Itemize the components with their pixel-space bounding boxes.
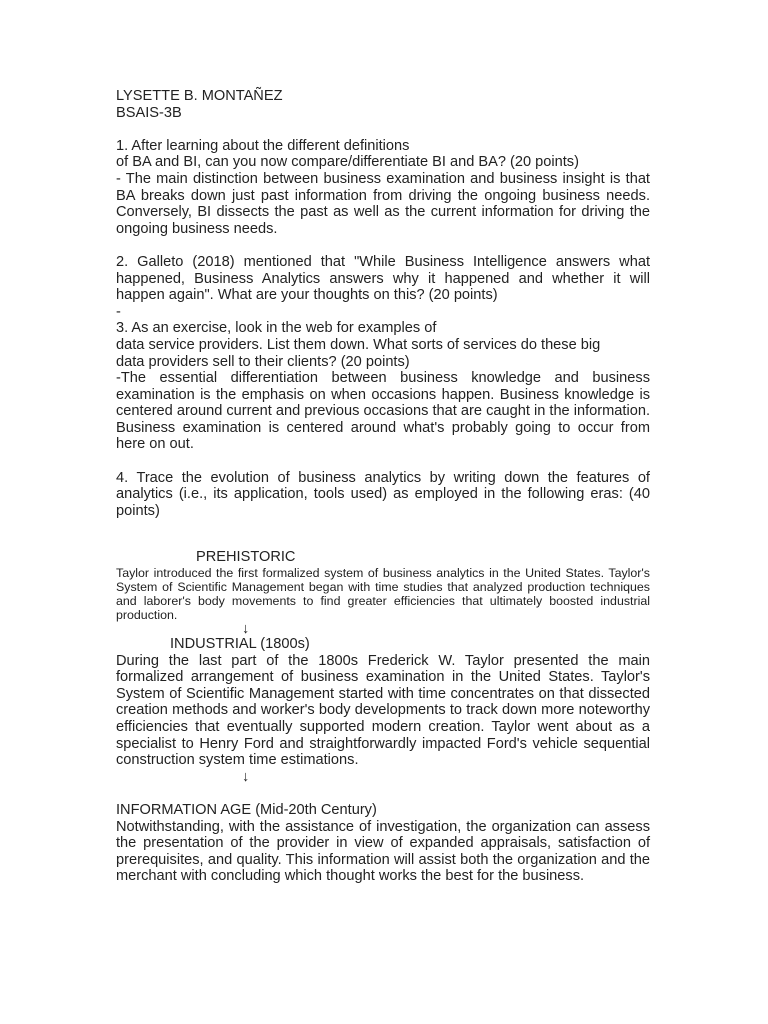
section-label: BSAIS-3B xyxy=(116,104,182,121)
q2-question: 2. Galleto (2018) mentioned that "While Business Intelligence answers what happened, Business Analytics answers why it happened and whether it will happen again". What are your thoughts on this? (20 points) xyxy=(116,253,650,304)
era-prehistoric-title: PREHISTORIC xyxy=(196,549,296,566)
q1-question-line1: 1. After learning about the different definitions xyxy=(116,137,410,154)
q3-question-line3: data providers sell to their clients? (20 points) xyxy=(116,353,410,370)
q4-question: 4. Trace the evolution of business analytics by writing down the features of analytics (i.e., its application, tools used) as employed in the following eras: (40 points) xyxy=(116,469,650,519)
era-prehistoric-text: Taylor introduced the first formalized system of business analytics in the United States. Taylor's System of Scientific Management began with time studies that analyzed production techniques and laborer's body movements to find greater efficiencies that ultimately boosted industrial production. xyxy=(116,566,650,623)
q1-question-line2: of BA and BI, can you now compare/differentiate BI and BA? (20 points) xyxy=(116,154,579,171)
era-information-age-title: INFORMATION AGE (Mid-20th Century) xyxy=(116,801,377,818)
q3-answer: -The essential differentiation between business knowledge and business examination is the emphasis on when occasions happen. Business knowledge is centered around current and previous occasions that are caught in the information. Business examination is centered around what's probably going to occur from here on out. xyxy=(116,370,650,453)
down-arrow-icon: ↓ xyxy=(242,621,250,638)
q3-question-line2: data service providers. List them down. What sorts of services do these big xyxy=(116,336,601,353)
q3-question-line1: 3. As an exercise, look in the web for examples of xyxy=(116,320,437,337)
q1-answer: - The main distinction between business examination and business insight is that BA breaks down just past information from driving the ongoing business needs. Conversely, BI dissects the past as well as the current information for driving the ongoing business needs. xyxy=(116,170,650,237)
era-information-age-text: Notwithstanding, with the assistance of investigation, the organization can assess the presentation of the provider in view of expanded appraisals, satisfaction of prerequisites, and quality. This information will assist both the organization and the merchant with concluding which thought works the best for the business. xyxy=(116,818,650,885)
era-industrial-title: INDUSTRIAL (1800s) xyxy=(170,636,310,653)
author-name: LYSETTE B. MONTAÑEZ xyxy=(116,88,283,104)
era-industrial-text: During the last part of the 1800s Frederick W. Taylor presented the main formalized arrangement of business examination in the United States. Taylor's System of Scientific Management started with time concentrates on that dissected creation methods and worker's body developments to track down more noteworthy efficiencies that eventually supported modern creation. Taylor went about as a specialist to Henry Ford and straightforwardly impacted Ford's vehicle sequential construction system time estimations. xyxy=(116,652,650,769)
q2-answer: - xyxy=(116,303,121,320)
down-arrow-icon: ↓ xyxy=(242,768,250,785)
